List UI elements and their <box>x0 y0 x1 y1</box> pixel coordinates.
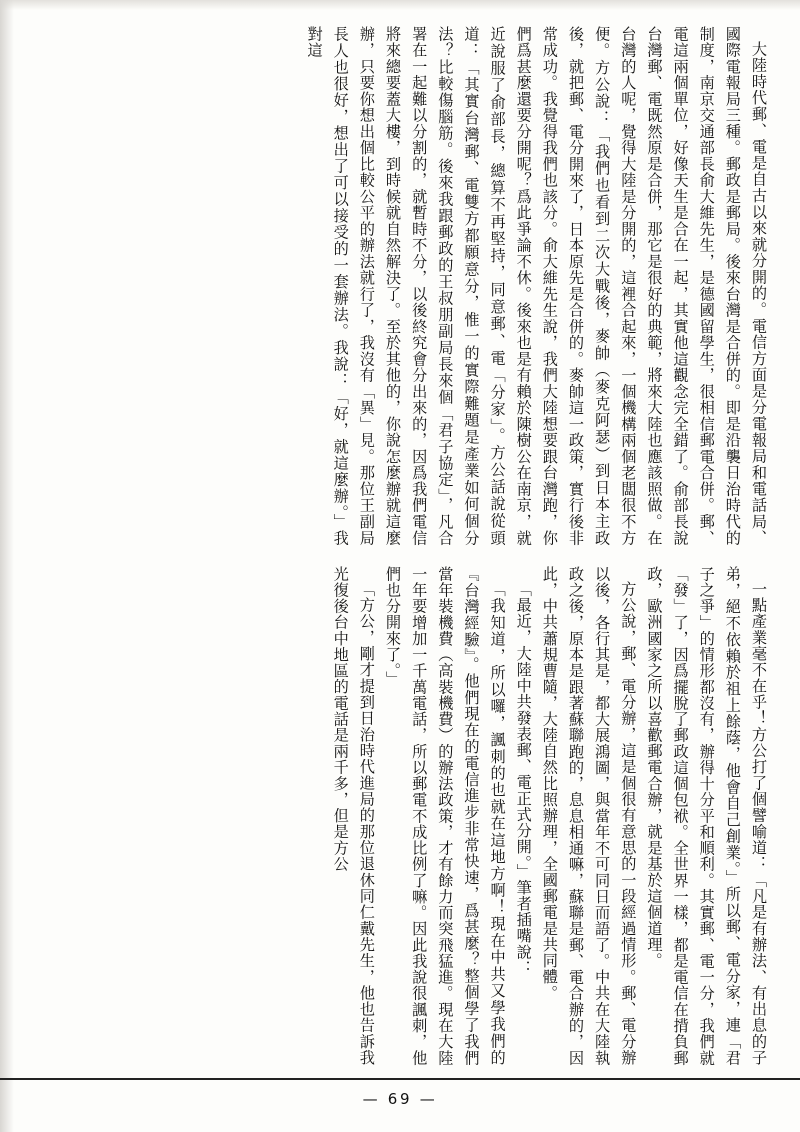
scan-edge-top <box>0 0 800 10</box>
body-text-upper <box>28 26 772 546</box>
scan-edge-left <box>0 0 14 1132</box>
body-text-lower <box>234 566 772 1066</box>
paragraph: 一點產業毫不在乎！方公打了個譬喻道：「凡是有辦法、有出息的子弟，絕不依賴於祖上餘蔭，他會自己創業。」所以郵、電分家，連「君子之爭」的情形都沒有，辦得十分平和順利。其實郵、電一分，我們就「發」了，因爲擺脫了郵政這個包袱。全世界一樣，都是電信在揹負郵政，歐洲國家之所以喜歡郵電合辦，就是基於這個道理。 <box>645 566 768 1066</box>
paragraph: 「最近，大陸中共發表郵、電正式分開。」筆者插嘴說： <box>514 581 533 977</box>
paragraph: 「我知道，所以囉，諷刺的也就在這地方啊！現在中共又學我們的『台灣經驗』。他們現在的電信進步非常快速，爲甚麼？整個學了我們當年裝機費（高裝機費）的辦法政策，才有餘力而突飛猛進。現在大陸一年要增加一千萬電話，所以郵電不成比例了嘛。因此我說很諷刺，他們也分開來了。」 <box>384 566 507 1066</box>
paragraph: 方公說，郵、電分辦，這是個很有意思的一段經過情形。郵、電分辦以後，各行其是，都大展鴻圖，與當年不可同日而語了。中共在大陸執政之後，原本是跟著蘇聯跑的，息息相通嘛，蘇聯是郵、電合辦的，因此，中共蕭規曹隨，大陸自然比照辦理，全國郵電是共同體。 <box>540 566 638 1066</box>
paragraph: 「方公，剛才提到日治時代進局的那位退休同仁戴先生，他也告訴我光復後台中地區的電話是兩千多，但是方公 <box>331 566 376 1066</box>
paragraph: 大陸時代郵、電是自古以來就分開的。電信方面是分電報局和電話局、國際電報局三種。郵政是郵局。後來台灣是合併的。即是沿襲日治時代的制度，南京交通部長俞大維先生，是德國留學生，很相信郵電合併。郵、電這兩個單位，好像天生是合在一起，其實他這觀念完全錯了。俞部長說台灣郵、電既然原是合併，那它是很好的典範，將來大陸也應該照做。在台灣的人呢，覺得大陸是分開的，這裡合起來，一個機構兩個老闆很不方便。方公說：「我們也看到二次大戰後，麥帥（麥克阿瑟）到日本主政後，就把郵、電分開來了，日本原先是合併的。麥帥這一政策，實行後非常成功。我覺得我們也該分。俞大維先生說，我們大陸想要跟台灣跑，你們爲甚麼還要分開呢？爲此爭論不休。後來也是有賴於陳樹公在南京，就近說服了俞部長，總算不再堅持，同意郵、電「分家」。方公話說從頭道：「其實台灣郵、電雙方都願意分，惟一的實際難題是產業如何個分法？比較傷腦筋。後來我跟郵政的王叔朋副局長來個「君子協定」，凡合署在一起難以分割的，就暫時不分，以後終究會分出來的，因爲我們電信將來總要蓋大樓，到時候就自然解決了。至於其他的，你說怎麼辦就這麼辦，只要你想出個比較公平的辦法就行了，我沒有「異」見。那位王副局長人也很好，想出了可以接受的一套辦法。我說：「好，就這麼辦。」我對這 <box>305 26 768 546</box>
page-number: — 69 — <box>362 1090 438 1108</box>
footer-rule <box>0 1078 800 1080</box>
page-footer <box>0 1078 800 1108</box>
